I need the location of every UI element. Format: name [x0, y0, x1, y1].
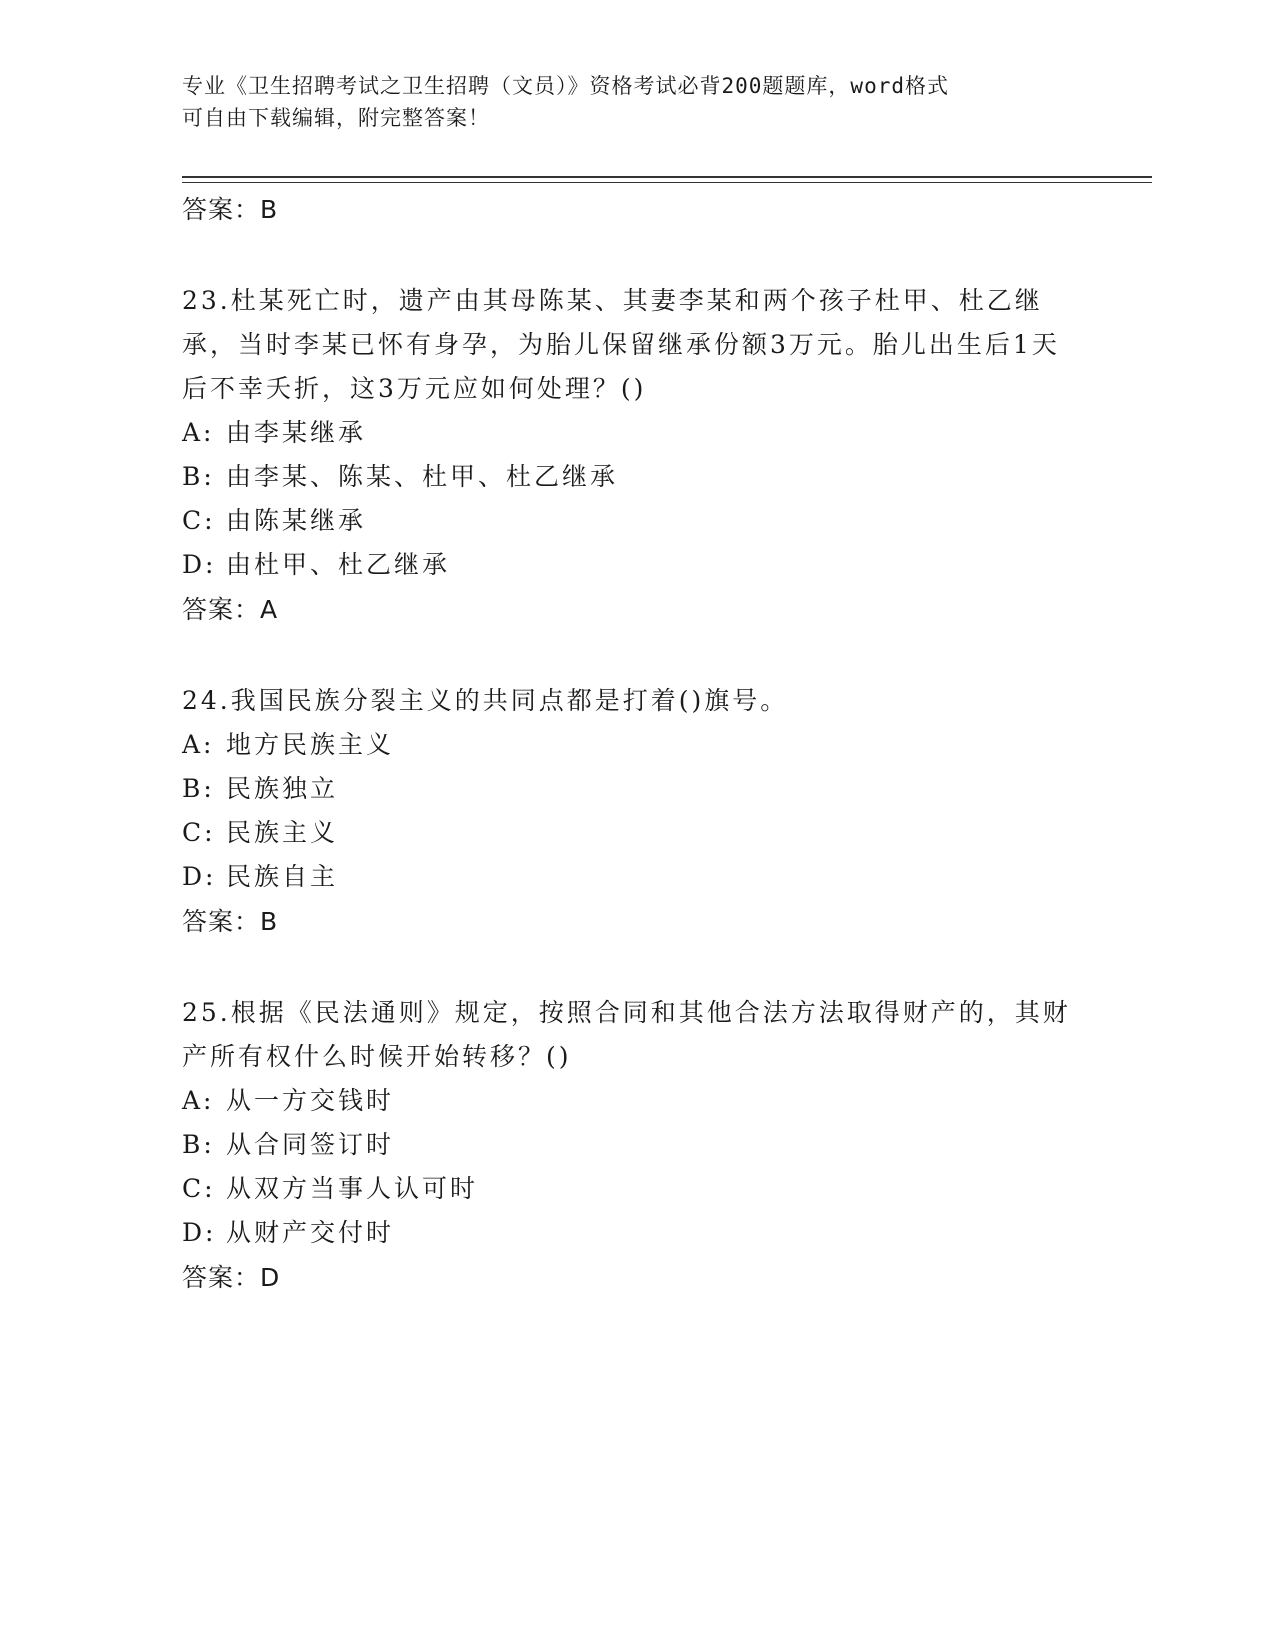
- option-text: 由李某、陈某、杜甲、杜乙继承: [226, 462, 619, 491]
- option-text: 由李某继承: [226, 418, 367, 447]
- option-text: 从合同签订时: [226, 1130, 395, 1159]
- option-a: [182, 1079, 1082, 1123]
- question-block: [182, 279, 1082, 632]
- answer-line: 答案：A: [182, 595, 279, 624]
- question-text: 23.杜某死亡时，遗产由其母陈某、其妻李某和两个孩子杜甲、杜乙继承，当时李某已怀有身孕，为胎儿保留继承份额3万元。胎儿出生后1天后不幸夭折，这3万元应如何处理？(): [182, 286, 1060, 403]
- question-block: [182, 991, 1082, 1300]
- option-text: 从财产交付时: [226, 1218, 395, 1247]
- option-c: [182, 1167, 1082, 1211]
- question-block: [182, 679, 1082, 944]
- previous-answer: 答案：B: [182, 195, 279, 224]
- option-text: 民族主义: [226, 818, 339, 847]
- question-text: 24.我国民族分裂主义的共同点都是打着()旗号。: [182, 686, 789, 715]
- option-letter: C:: [182, 818, 216, 847]
- page-header: [182, 70, 1062, 134]
- option-d: [182, 1211, 1082, 1255]
- option-letter: D:: [182, 1218, 217, 1247]
- header-line-1: 专业《卫生招聘考试之卫生招聘（文员）》资格考试必背200题题库，word格式: [182, 74, 949, 98]
- option-b: [182, 455, 1082, 499]
- question-text: 25.根据《民法通则》规定，按照合同和其他合法方法取得财产的，其财产所有权什么时候开始转移？(): [182, 998, 1071, 1071]
- answer-line: 答案：B: [182, 907, 279, 936]
- option-letter: B:: [182, 774, 215, 803]
- option-letter: C:: [182, 1174, 216, 1203]
- option-b: [182, 767, 1082, 811]
- option-letter: C:: [182, 506, 216, 535]
- option-letter: A:: [182, 1086, 215, 1115]
- header-divider-thick: [182, 176, 1152, 178]
- option-letter: B:: [182, 1130, 215, 1159]
- option-letter: A:: [182, 730, 215, 759]
- option-c: [182, 811, 1082, 855]
- question-list: [182, 187, 1082, 1300]
- option-letter: A:: [182, 418, 215, 447]
- option-d: [182, 543, 1082, 587]
- option-text: 由陈某继承: [226, 506, 367, 535]
- option-letter: D:: [182, 862, 217, 891]
- option-c: [182, 499, 1082, 543]
- option-letter: D:: [182, 550, 217, 579]
- option-d: [182, 855, 1082, 899]
- option-text: 民族独立: [226, 774, 339, 803]
- header-divider-thin: [182, 182, 1152, 183]
- option-text: 由杜甲、杜乙继承: [226, 550, 451, 579]
- option-b: [182, 1123, 1082, 1167]
- option-a: [182, 723, 1082, 767]
- option-text: 地方民族主义: [226, 730, 395, 759]
- option-letter: B:: [182, 462, 215, 491]
- option-text: 民族自主: [226, 862, 339, 891]
- answer-line: 答案：D: [182, 1263, 281, 1292]
- option-text: 从一方交钱时: [226, 1086, 395, 1115]
- option-text: 从双方当事人认可时: [226, 1174, 479, 1203]
- option-a: [182, 411, 1082, 455]
- header-line-2: 可自由下载编辑，附完整答案！: [182, 106, 490, 130]
